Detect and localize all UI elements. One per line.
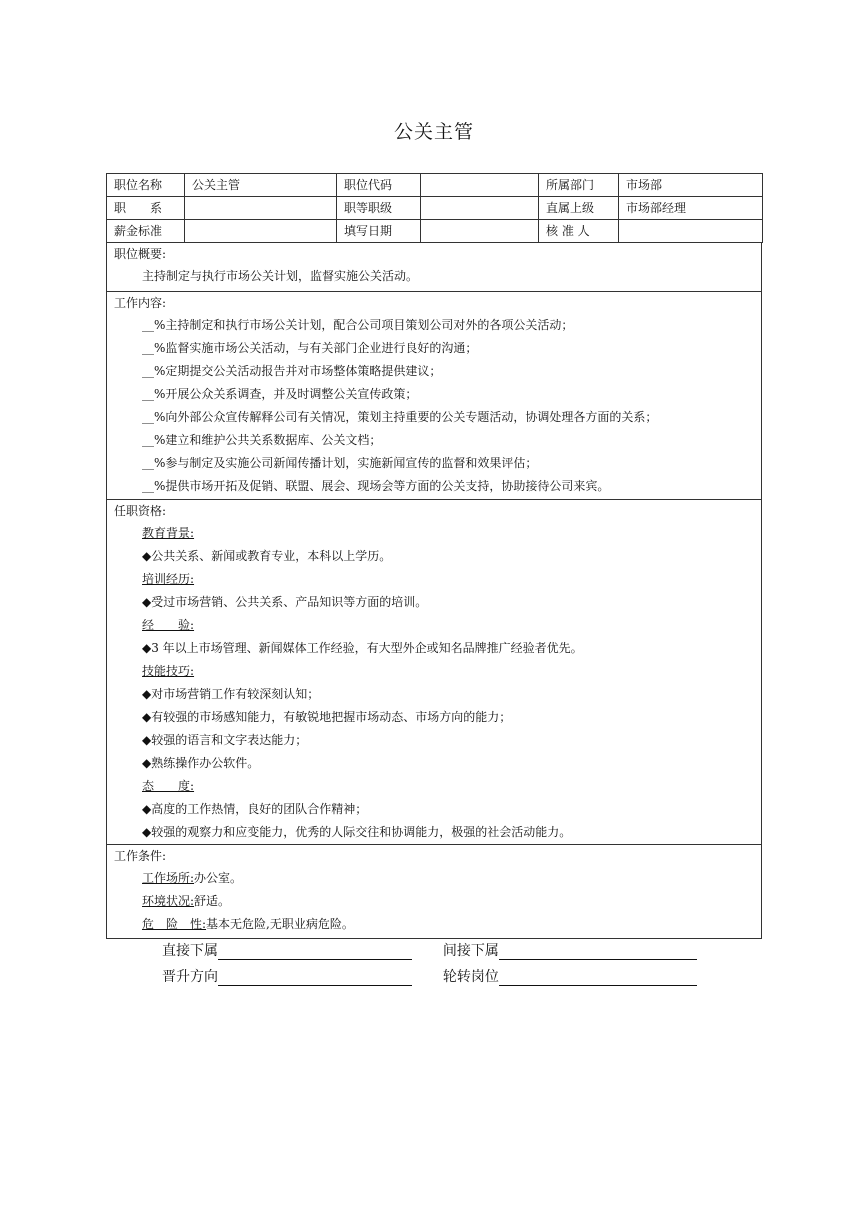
qualification-item: ◆较强的语言和文字表达能力； bbox=[142, 733, 308, 747]
condition-item bbox=[107, 913, 761, 936]
value-position-code[interactable] bbox=[421, 174, 539, 197]
value-job-family[interactable] bbox=[185, 197, 337, 220]
education-title: 教育背景: bbox=[142, 526, 195, 540]
qualification-item: ◆熟练操作办公软件。 bbox=[142, 756, 260, 770]
duty-item: __%建立和维护公共关系数据库、公关文档； bbox=[142, 433, 382, 447]
condition-item bbox=[107, 890, 761, 913]
attitude-title: 态 度: bbox=[142, 779, 195, 793]
condition-label: 工作场所: bbox=[142, 871, 195, 885]
overview-text: 主持制定与执行市场公关计划，监督实施公关活动。 bbox=[142, 269, 419, 283]
rotation-field[interactable] bbox=[499, 971, 697, 986]
job-description-form bbox=[106, 173, 762, 939]
qualifications-heading: 任职资格: bbox=[114, 504, 167, 518]
qualification-item: ◆对市场营销工作有较深刻认知； bbox=[142, 687, 320, 701]
condition-value: 基本无危险,无职业病危险。 bbox=[206, 917, 354, 931]
duty-item: __%监督实施市场公关活动，与有关部门企业进行良好的沟通； bbox=[142, 341, 478, 355]
condition-item bbox=[107, 867, 761, 890]
condition-label: 环境状况: bbox=[142, 894, 195, 908]
skills-title: 技能技巧: bbox=[142, 664, 195, 678]
label-position-code: 职位代码 bbox=[337, 174, 421, 197]
info-row bbox=[107, 197, 763, 220]
label-grade: 职等职级 bbox=[337, 197, 421, 220]
direct-subordinate-field[interactable] bbox=[218, 945, 412, 960]
qualification-item: ◆公共关系、新闻或教育专业，本科以上学历。 bbox=[142, 549, 392, 563]
overview-section bbox=[106, 243, 762, 292]
duty-item: __%开展公众关系调查，并及时调整公关宣传政策； bbox=[142, 387, 418, 401]
condition-label: 危 险 性: bbox=[142, 917, 207, 931]
training-title: 培训经历: bbox=[142, 572, 195, 586]
label-position-name: 职位名称 bbox=[107, 174, 185, 197]
duty-item: __%提供市场开拓及促销、联盟、展会、现场会等方面的公关支持，协助接待公司来宾。 bbox=[142, 479, 610, 493]
label-supervisor: 直属上级 bbox=[539, 197, 619, 220]
condition-value: 舒适。 bbox=[194, 894, 231, 908]
info-row bbox=[107, 220, 763, 243]
label-department: 所属部门 bbox=[539, 174, 619, 197]
experience-title: 经 验: bbox=[142, 618, 195, 632]
footer-row-1 bbox=[162, 940, 697, 960]
promotion-field[interactable] bbox=[218, 971, 412, 986]
duties-section bbox=[106, 292, 762, 500]
value-grade[interactable] bbox=[421, 197, 539, 220]
duties-heading: 工作内容: bbox=[114, 296, 167, 310]
value-position-name[interactable]: 公关主管 bbox=[185, 174, 337, 197]
page-title: 公关主管 bbox=[393, 121, 474, 143]
value-supervisor[interactable]: 市场部经理 bbox=[619, 197, 763, 220]
conditions-heading: 工作条件: bbox=[114, 849, 167, 863]
direct-subordinate-label: 直接下属 bbox=[162, 943, 218, 959]
label-salary: 薪金标准 bbox=[107, 220, 185, 243]
indirect-subordinate-field[interactable] bbox=[499, 945, 697, 960]
qualification-item: ◆较强的观察力和应变能力，优秀的人际交往和协调能力，极强的社会活动能力。 bbox=[142, 825, 572, 839]
duty-item: __%主持制定和执行市场公关计划，配合公司项目策划公司对外的各项公关活动； bbox=[142, 318, 574, 332]
value-department[interactable]: 市场部 bbox=[619, 174, 763, 197]
rotation-label: 轮转岗位 bbox=[442, 969, 499, 985]
value-salary[interactable] bbox=[185, 220, 337, 243]
conditions-section bbox=[106, 845, 762, 939]
label-job-family: 职 系 bbox=[107, 197, 185, 220]
value-fill-date[interactable] bbox=[421, 220, 539, 243]
qualifications-section bbox=[106, 500, 762, 845]
qualification-item: ◆受过市场营销、公共关系、产品知识等方面的培训。 bbox=[142, 595, 428, 609]
duty-item: __%向外部公众宣传解释公司有关情况，策划主持重要的公关专题活动，协调处理各方面的关系； bbox=[142, 410, 658, 424]
qualification-item: ◆有较强的市场感知能力，有敏锐地把握市场动态、市场方向的能力； bbox=[142, 710, 512, 724]
promotion-label: 晋升方向 bbox=[162, 969, 218, 985]
condition-value: 办公室。 bbox=[194, 871, 243, 885]
info-row bbox=[107, 174, 763, 197]
info-table bbox=[106, 173, 763, 243]
value-approver[interactable] bbox=[619, 220, 763, 243]
footer-row-2 bbox=[162, 966, 697, 986]
duty-item: __%参与制定及实施公司新闻传播计划，实施新闻宣传的监督和效果评估； bbox=[142, 456, 538, 470]
overview-heading: 职位概要: bbox=[114, 247, 167, 261]
duty-item: __%定期提交公关活动报告并对市场整体策略提供建议； bbox=[142, 364, 442, 378]
qualification-item: ◆高度的工作热情，良好的团队合作精神； bbox=[142, 802, 368, 816]
label-fill-date: 填写日期 bbox=[337, 220, 421, 243]
label-approver: 核 准 人 bbox=[539, 220, 619, 243]
qualification-item: ◆3 年以上市场管理、新闻媒体工作经验，有大型外企或知名品牌推广经验者优先。 bbox=[142, 641, 583, 655]
indirect-subordinate-label: 间接下属 bbox=[442, 943, 499, 959]
